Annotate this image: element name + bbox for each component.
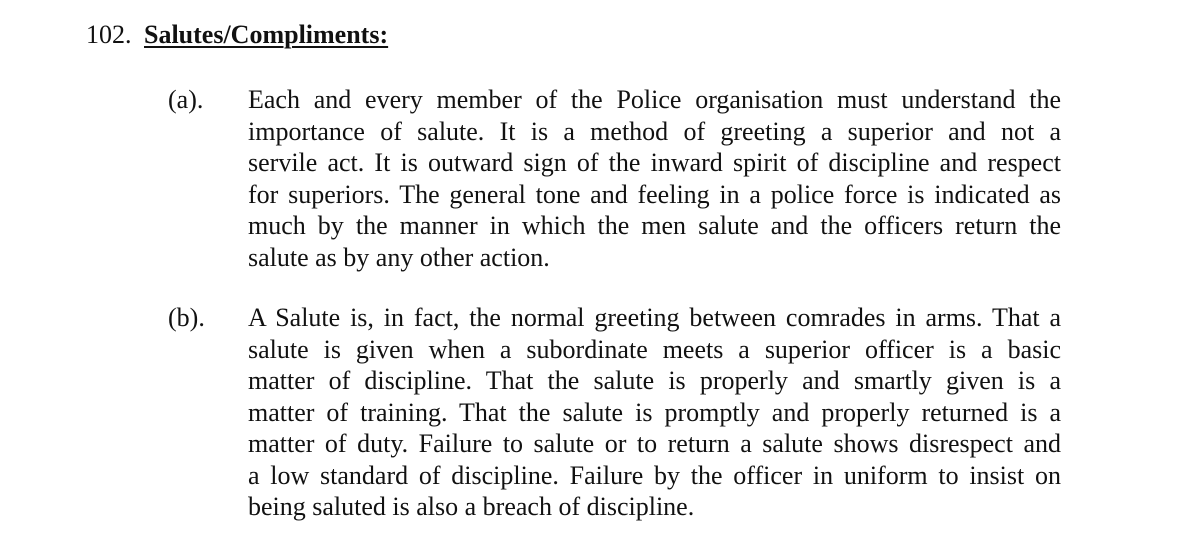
paragraph-text [248,84,1061,273]
paragraph-text [248,302,1061,523]
paragraph-line: importance of salute. It is a method of greeting a superior and not a [248,116,1061,146]
paragraph-line: a low standard of discipline. Failure by the officer in uniform to insist on [248,460,1061,490]
paragraph-line: being saluted is also a breach of discipline. [248,492,695,521]
paragraph-line: servile act. It is outward sign of the inward spirit of discipline and respect [248,148,1061,177]
section-title: Salutes/Compliments: [144,20,389,49]
paragraph-label: (a). [168,85,204,114]
paragraph-label: (b). [168,303,205,332]
paragraph-line: much by the manner in which the men salute and the officers return the [248,211,1061,240]
section-heading [86,20,388,50]
section-number: 102. [86,20,132,49]
paragraph-line: matter of duty. Failure to salute or to return a salute shows disrespect and [248,429,1061,458]
paragraph-line: matter of training. That the salute is promptly and properly returned is a [248,397,1061,427]
paragraph-line: for superiors. The general tone and feeling in a police force is indicated as [248,179,1061,209]
paragraph-line: salute as by any other action. [248,242,550,272]
paragraph-line: Each and every member of the Police organisation must understand the [248,85,1061,114]
paragraph-line: A Salute is, in fact, the normal greeting between comrades in arms. That a [248,303,1061,332]
paragraph-line: matter of discipline. That the salute is properly and smartly given is a [248,366,1061,395]
paragraph-line: salute is given when a subordinate meets a superior officer is a basic [248,334,1061,364]
